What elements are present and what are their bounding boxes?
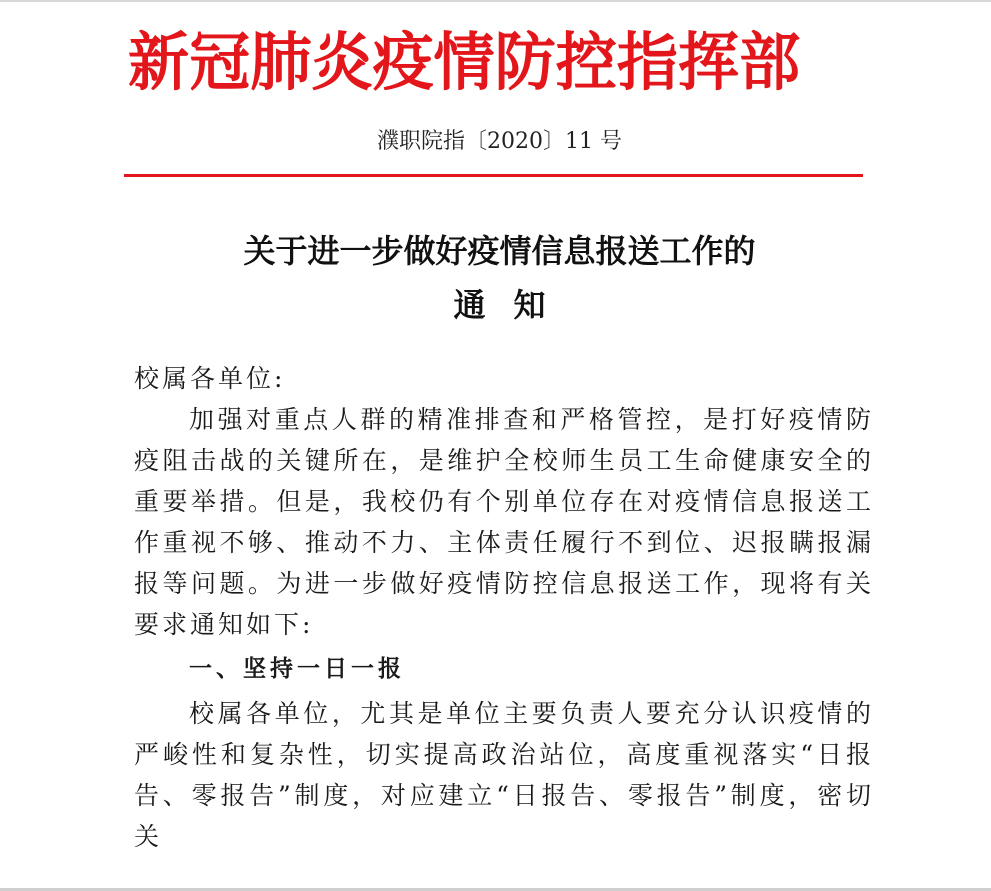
paragraph-intro: 加强对重点人群的精准排查和严格管控，是打好疫情防疫阻击战的关键所在，是维护全校师生员工生命健康安全的重要举措。但是，我校仍有个别单位存在对疫情信息报送工作重视不够、推动不力、主体责任履行不到位、迟报瞒报漏报等问题。为进一步做好疫情防控信息报送工作，现将有关要求通知如下: — [134, 405, 874, 639]
salutation: 校属各单位: — [134, 364, 286, 393]
notice-title — [0, 224, 991, 332]
notice-title-line-2: 通知 — [453, 286, 574, 324]
document-number: 濮职院指〔2020〕11 号 — [377, 129, 622, 154]
paragraph-section-1: 校属各单位，尤其是单位主要负责人要充分认识疫情的严峻性和复杂性，切实提高政治站位，高度重视落实“日报告、零报告”制度，对应建立“日报告、零报告”制度，密切关 — [134, 699, 874, 851]
top-divider — [0, 0, 991, 2]
notice-body — [134, 358, 874, 857]
section-heading-1: 一、坚持一日一报 — [189, 656, 405, 682]
org-title: 新冠肺炎疫情防控指挥部 — [128, 25, 801, 99]
red-header-divider — [124, 174, 863, 177]
notice-title-line-1: 关于进一步做好疫情信息报送工作的 — [243, 232, 756, 270]
